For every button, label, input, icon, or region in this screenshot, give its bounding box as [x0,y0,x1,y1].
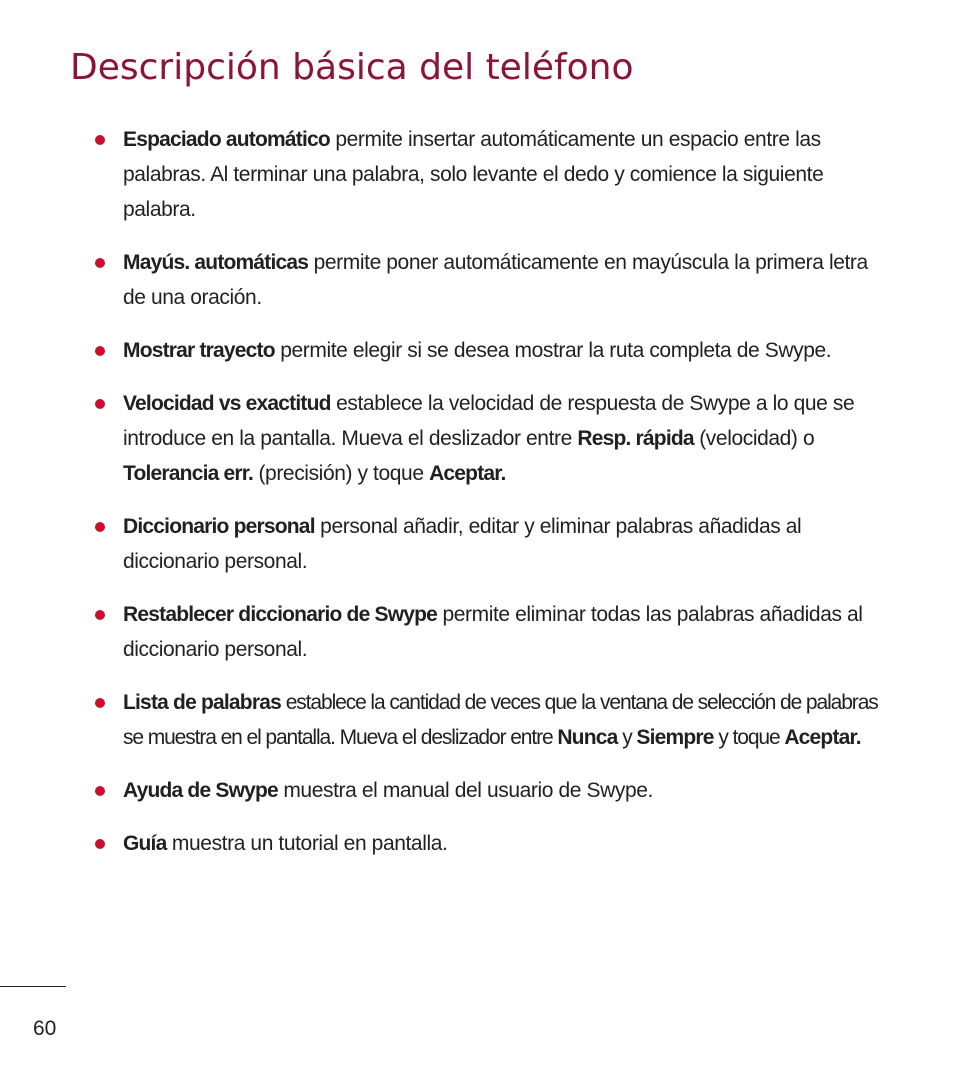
list-item-diccionario-personal [95,509,895,579]
item-description: permite poner automáticamente en mayúscula la primera letra de una oración. [123,251,868,309]
bullet-icon [95,135,105,145]
bullet-icon [95,698,105,708]
list-item-ayuda-de-swype [95,773,895,808]
list-item-restablecer-diccionario [95,597,895,667]
option-aceptar: Aceptar. [784,726,861,749]
list-item-guia [95,826,895,861]
item-description: muestra un tutorial en pantalla. [166,832,448,855]
item-description: permite eliminar todas las palabras añadidas al diccionario personal. [123,603,863,661]
bullet-icon [95,399,105,409]
item-term: Ayuda de Swype [123,779,278,802]
item-description: y toque [713,726,785,749]
item-term: Guía [123,832,167,855]
bullet-icon [95,839,105,849]
list-item-lista-de-palabras [95,685,895,755]
item-description: personal añadir, editar y eliminar palabras añadidas al diccionario personal. [123,515,802,573]
option-tolerancia-err: Tolerancia err. [123,462,254,485]
page-number: 60 [33,1017,57,1040]
item-term: Velocidad vs exactitud [123,392,331,415]
bullet-icon [95,786,105,796]
item-term: Lista de palabras [123,691,281,714]
option-aceptar: Aceptar. [429,462,506,485]
item-description: permite insertar automáticamente un espacio entre las palabras. Al terminar una palabra, solo levante el dedo y comience la siguiente palabra. [123,128,824,221]
page-title: Descripción básica del teléfono [70,47,634,88]
list-item-mayus-automaticas [95,245,895,315]
item-term: Diccionario personal [123,515,315,538]
item-description: (velocidad) o [693,427,815,450]
list-item-espaciado-automatico [95,122,895,227]
footer-divider [0,986,66,987]
option-nunca: Nunca [557,726,618,749]
item-description: establece la velocidad de respuesta de Swype a lo que se introduce en la pantalla. Mueva el deslizador entre [123,392,855,450]
item-term: Espaciado automático [123,128,330,151]
item-term: Mostrar trayecto [123,339,275,362]
item-description: y [617,726,637,749]
list-item-mostrar-trayecto [95,333,895,368]
item-description: permite elegir si se desea mostrar la ruta completa de Swype. [274,339,832,362]
option-siempre: Siempre [636,726,714,749]
bullet-icon [95,522,105,532]
item-description: muestra el manual del usuario de Swype. [277,779,653,802]
item-term: Mayús. automáticas [123,251,309,274]
list-item-velocidad-vs-exactitud [95,386,895,491]
item-term: Restablecer diccionario de Swype [123,603,438,626]
bullet-icon [95,610,105,620]
settings-description-list [95,122,895,879]
option-resp-rapida: Resp. rápida [577,427,694,450]
bullet-icon [95,346,105,356]
bullet-icon [95,258,105,268]
item-description: (precisión) y toque [253,462,430,485]
item-description: establece la cantidad de veces que la ventana de selección de palabras se muestra en el pantalla. Mueva el deslizador entre [123,691,878,749]
